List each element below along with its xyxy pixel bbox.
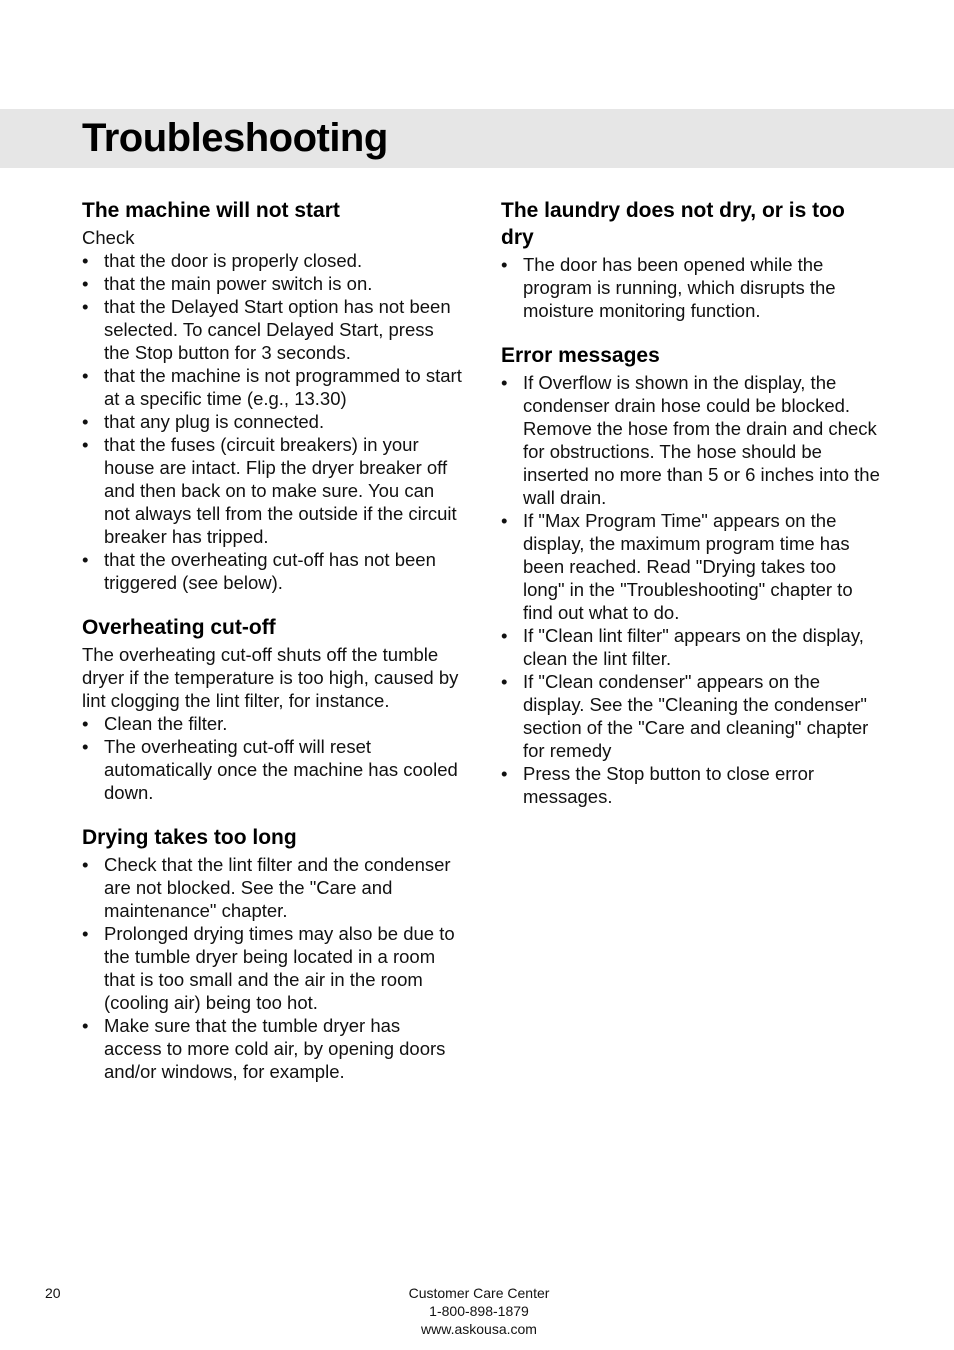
section-heading: Error messages — [501, 344, 660, 367]
section-heading: Overheating cut-off — [82, 616, 276, 639]
list-item: • If "Clean lint filter" appears on the display, clean the lint filter. — [501, 624, 881, 670]
troubleshooting-section — [82, 824, 462, 1083]
troubleshooting-section — [82, 614, 462, 804]
section-intro: The overheating cut-off shuts off the tumble dryer if the temperature is too high, caused by lint clogging the lint filter, for instance. — [82, 644, 459, 711]
list-item: • that the fuses (circuit breakers) in your house are intact. Flip the dryer breaker off and then back on to make sure. You can not always tell from the outside if the circuit breaker has tripped. — [82, 433, 462, 548]
page-number: 20 — [45, 1285, 61, 1301]
list-item: • that any plug is connected. — [82, 410, 462, 433]
title-band — [0, 109, 954, 168]
bullet-list — [501, 253, 881, 322]
list-item: • Press the Stop button to close error messages. — [501, 762, 881, 808]
section-heading: Drying takes too long — [82, 826, 297, 849]
list-item: • that the machine is not programmed to start at a specific time (e.g., 13.30) — [82, 364, 462, 410]
list-item: • Check that the lint filter and the condenser are not blocked. See the "Care and maintenance" chapter. — [82, 853, 462, 922]
list-item: • If Overflow is shown in the display, the condenser drain hose could be blocked. Remove the hose from the drain and check for obstructions. The hose should be inserted no more than 5 or 6 inches into the wall drain. — [501, 371, 881, 509]
section-heading: The laundry does not dry, or is too dry — [501, 199, 845, 249]
list-item: • Clean the filter. — [82, 712, 462, 735]
troubleshooting-section — [82, 197, 462, 594]
list-item: • The door has been opened while the program is running, which disrupts the moisture monitoring function. — [501, 253, 881, 322]
list-item: • Make sure that the tumble dryer has access to more cold air, by opening doors and/or windows, for example. — [82, 1014, 462, 1083]
bullet-list — [501, 371, 881, 808]
list-item: • that the main power switch is on. — [82, 272, 462, 295]
bullet-list — [82, 712, 462, 804]
bullet-list — [82, 853, 462, 1083]
footer-phone: 1-800-898-1879 — [429, 1303, 529, 1319]
left-column — [82, 197, 462, 1103]
list-item: • The overheating cut-off will reset automatically once the machine has cooled down. — [82, 735, 462, 804]
footer-website: www.askousa.com — [421, 1321, 537, 1337]
page-title: Troubleshooting — [82, 116, 388, 160]
bullet-list — [82, 249, 462, 594]
list-item: • that the door is properly closed. — [82, 249, 462, 272]
list-item: • If "Clean condenser" appears on the display. See the "Cleaning the condenser" section of the "Care and cleaning" chapter for remedy — [501, 670, 881, 762]
footer-contact-label: Customer Care Center — [408, 1285, 550, 1301]
footer-contact — [379, 1284, 579, 1338]
section-intro: Check — [82, 227, 135, 248]
list-item: • Prolonged drying times may also be due to the tumble dryer being located in a room that is too small and the air in the room (cooling air) being too hot. — [82, 922, 462, 1014]
list-item: • If "Max Program Time" appears on the display, the maximum program time has been reached. Read "Drying takes too long" in the "Troubleshooting" chapter to find out what to do. — [501, 509, 881, 624]
troubleshooting-section — [501, 342, 881, 808]
troubleshooting-section — [501, 197, 881, 322]
list-item: • that the overheating cut-off has not been triggered (see below). — [82, 548, 462, 594]
right-column — [501, 197, 881, 828]
section-heading: The machine will not start — [82, 199, 340, 222]
list-item: • that the Delayed Start option has not been selected. To cancel Delayed Start, press the Stop button for 3 seconds. — [82, 295, 462, 364]
